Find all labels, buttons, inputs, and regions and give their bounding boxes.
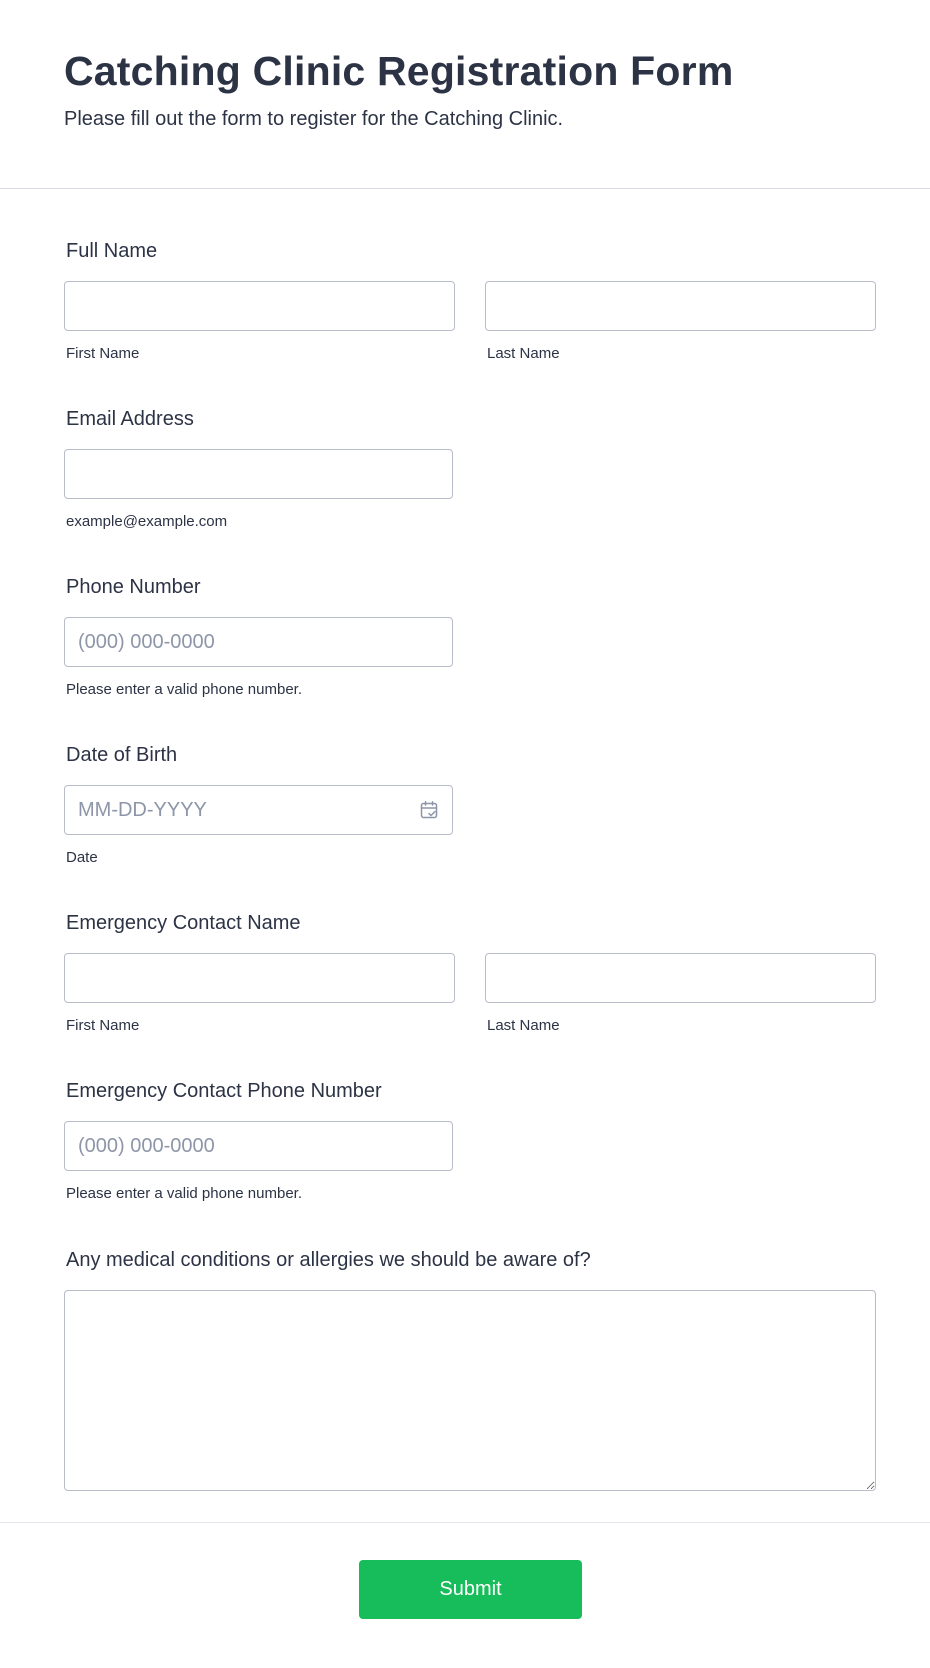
email-sublabel: example@example.com [66,513,228,530]
phone-sublabel: Please enter a valid phone number. [66,681,302,698]
footer-divider [0,1522,930,1523]
first-name-input[interactable] [64,281,455,331]
dob-label: Date of Birth [66,744,178,766]
submit-button[interactable]: Submit [359,1560,582,1619]
phone-input[interactable] [64,617,453,667]
emergency-last-name-input[interactable] [485,953,876,1003]
emergency-name-label: Emergency Contact Name [66,912,301,934]
last-name-input[interactable] [485,281,876,331]
first-name-sublabel: First Name [66,345,140,362]
emergency-phone-label: Emergency Contact Phone Number [66,1080,382,1102]
dob-input[interactable] [64,785,453,835]
form-title: Catching Clinic Registration Form [64,48,734,94]
full-name-label: Full Name [66,240,158,262]
calendar-icon[interactable] [419,800,439,820]
emergency-phone-sublabel: Please enter a valid phone number. [66,1185,302,1202]
form-header [0,0,930,189]
emergency-first-name-sublabel: First Name [66,1017,140,1034]
emergency-last-name-sublabel: Last Name [487,1017,560,1034]
email-label: Email Address [66,408,194,430]
last-name-sublabel: Last Name [487,345,560,362]
phone-label: Phone Number [66,576,201,598]
email-input[interactable] [64,449,453,499]
emergency-phone-input[interactable] [64,1121,453,1171]
medical-label: Any medical conditions or allergies we should be aware of? [66,1249,591,1271]
emergency-first-name-input[interactable] [64,953,455,1003]
medical-textarea[interactable] [64,1290,876,1491]
dob-sublabel: Date [66,849,98,866]
form-subtitle: Please fill out the form to register for the Catching Clinic. [64,108,564,130]
